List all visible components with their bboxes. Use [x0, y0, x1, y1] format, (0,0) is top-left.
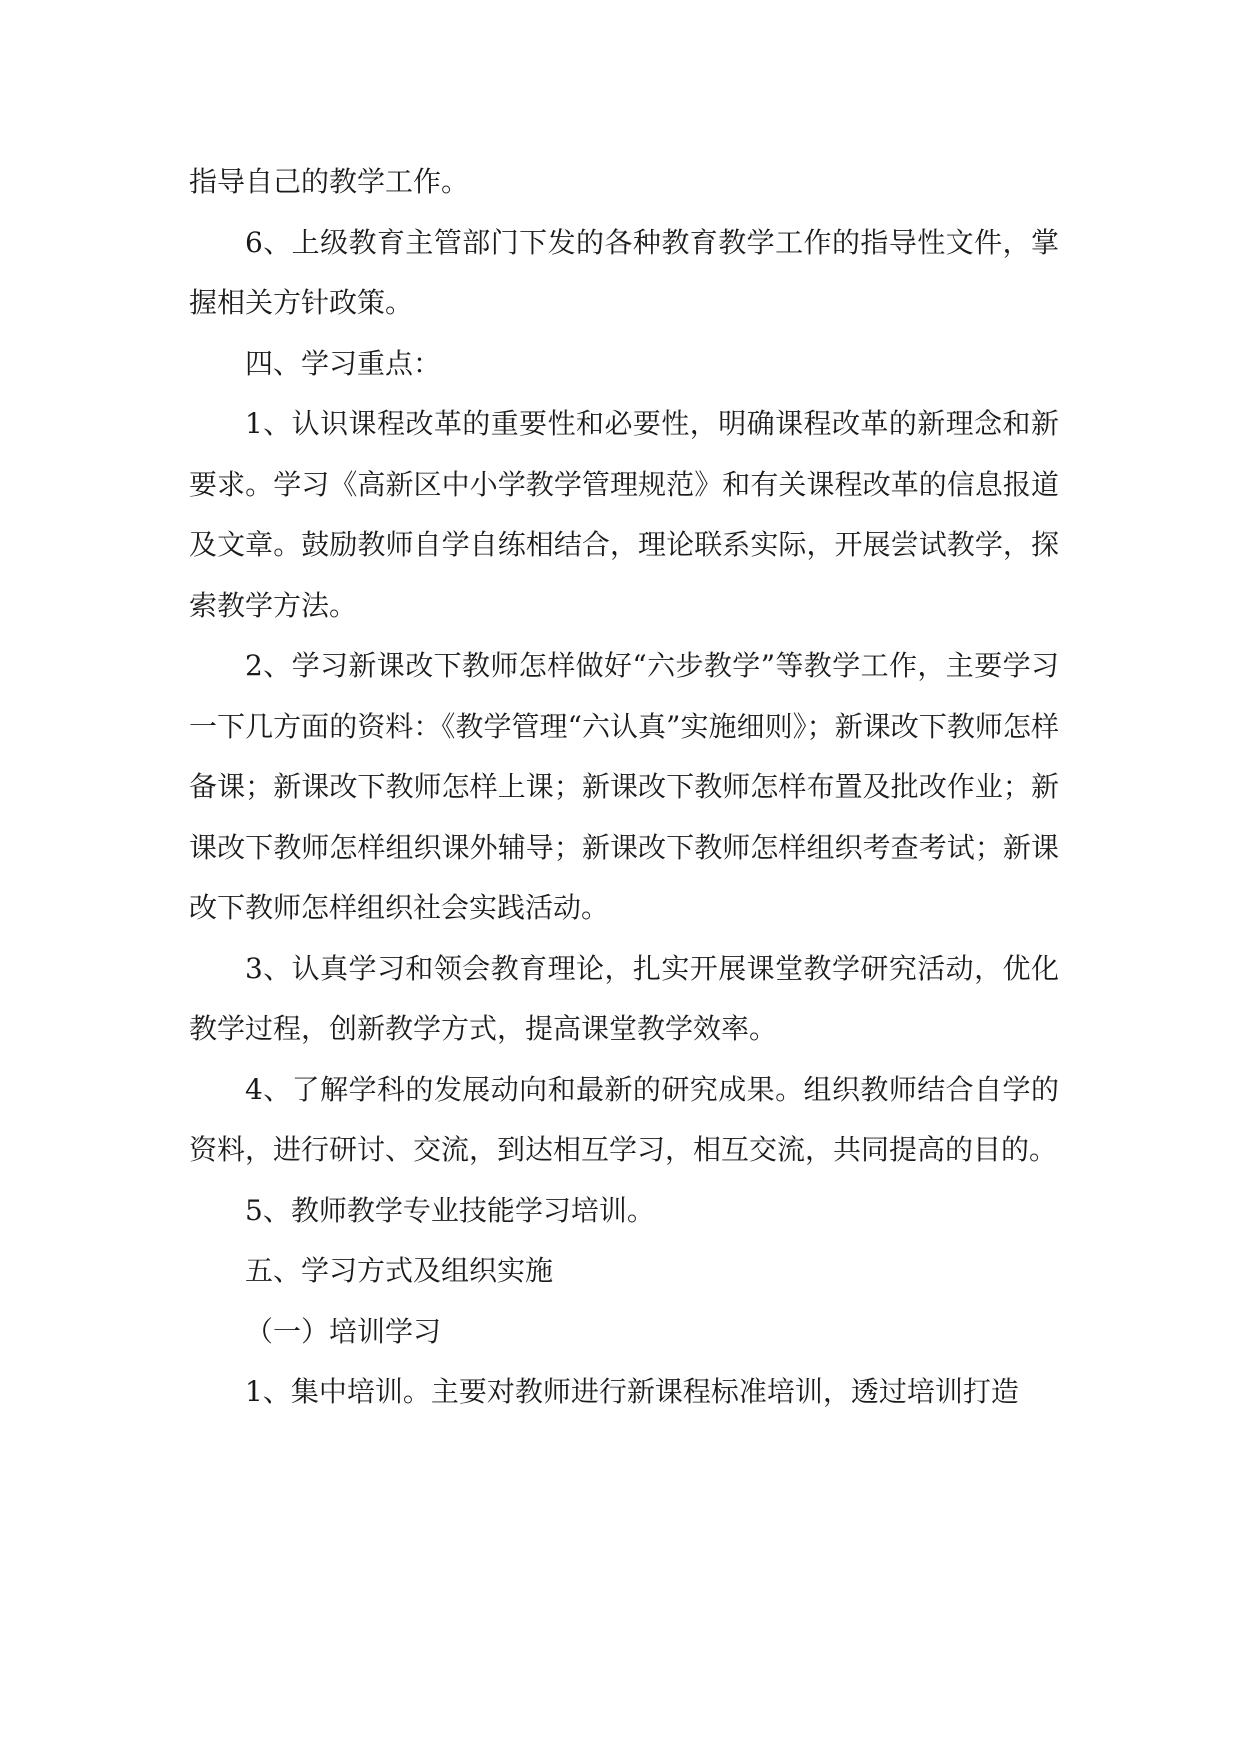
paragraph-focus-5: 5、教师教学专业技能学习培训。	[245, 1193, 655, 1227]
paragraph-focus-2: 2、学习新课改下教师怎样做好“六步教学”等教学工作，主要学习一下几方面的资料：《教学管理“六认真”实施细则》；新课改下教师怎样备课；新课改下教师怎样上课；新课改下教师怎样布置及批改作业；新课改下教师怎样组织课外辅导；新课改下教师怎样组织考查考试；新课改下教师怎样组织社会实践活动。	[189, 649, 1059, 924]
paragraph-focus-4: 4、了解学科的发展动向和最新的研究成果。组织教师结合自学的资料，进行研讨、交流，到达相互学习，相互交流，共同提高的目的。	[189, 1072, 1059, 1166]
paragraph-focus-3: 3、认真学习和领会教育理论，扎实开展课堂教学研究活动，优化教学过程，创新教学方式，提高课堂教学效率。	[189, 951, 1059, 1045]
paragraph-continuation: 指导自己的教学工作。	[189, 165, 470, 198]
document-body	[189, 152, 1059, 1423]
paragraph-training-1: 1、集中培训。主要对教师进行新课程标准培训，透过培训打造	[245, 1375, 1019, 1408]
paragraph-item-6: 6、上级教育主管部门下发的各种教育教学工作的指导性文件，掌握相关方针政策。	[189, 225, 1059, 319]
section-heading-learning-focus: 四、学习重点：	[245, 346, 442, 380]
paragraph-focus-1: 1、认识课程改革的重要性和必要性，明确课程改革的新理念和新要求。学习《高新区中小学教学管理规范》和有关课程改革的信息报道及文章。鼓励教师自学自练相结合，理论联系实际，开展尝试教学，探索教学方法。	[189, 407, 1059, 622]
section-heading-methods: 五、学习方式及组织实施	[245, 1254, 554, 1287]
subsection-heading-training: （一）培训学习	[245, 1314, 442, 1348]
